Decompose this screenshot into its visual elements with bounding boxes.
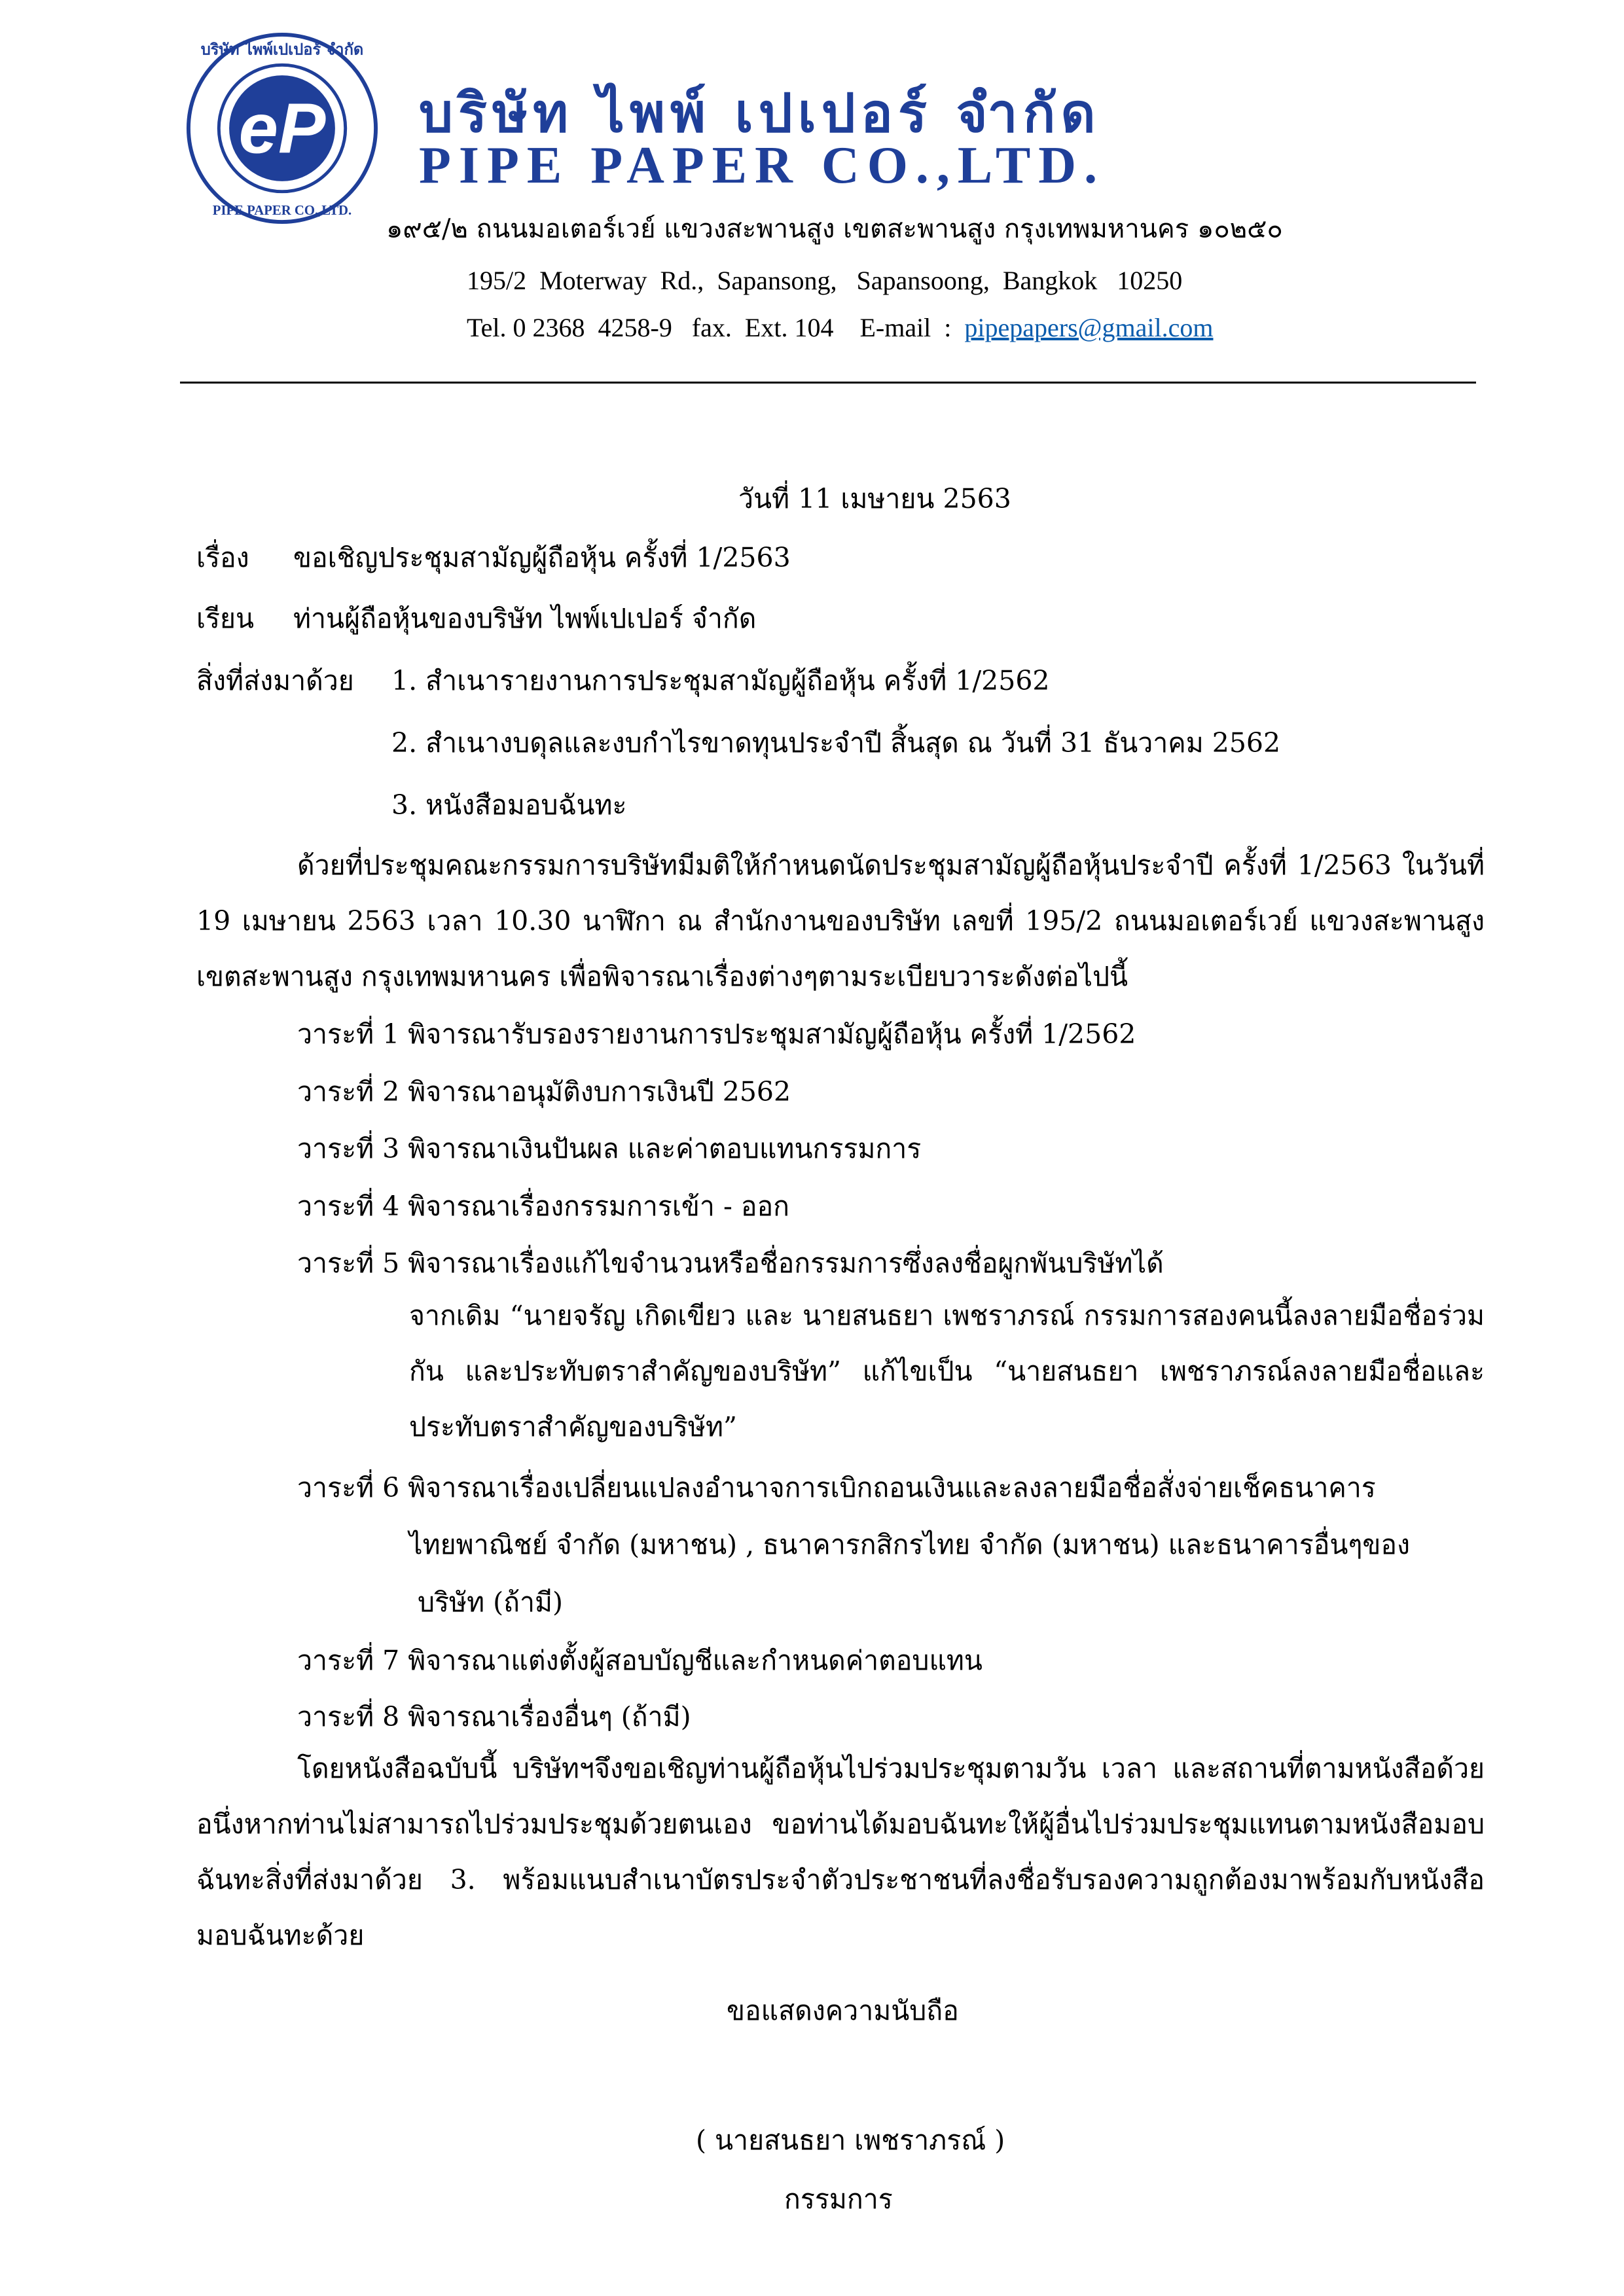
recipient-label: เรียน [196,603,255,634]
agenda6-detail-line: ไทยพาณิชย์ จำกัด (มหาชน) , ธนาคารกสิกรไทย จำกัด (มหาชน) และธนาคารอื่นๆของ [409,1529,1411,1560]
subject-label: เรื่อง [196,542,249,573]
enclosures-label: สิ่งที่ส่งมาด้วย [196,665,354,696]
agenda5-detail: จากเดิม “นายจรัญ เกิดเขียว และ นายสนธยา เพชราภรณ์ กรรมการสองคนนี้ลงลายมือชื่อร่วมกัน และประทับตราสำคัญของบริษัท” แก้ไขเป็น “นายสนธยา เพชราภรณ์ลงลายมือชื่อและประทับตราสำคัญของบริษัท” [409,1300,1485,1443]
agenda-item: วาระที่ 3 พิจารณาเงินปันผล และค่าตอบแทนกรรมการ [297,1133,922,1164]
company-name-th: บริษัท ไพพ์ เปเปอร์ จำกัด [419,82,1101,145]
agenda-item: วาระที่ 7 พิจารณาแต่งตั้งผู้สอบบัญชีและกำหนดค่าตอบแทน [297,1645,983,1676]
enclosure-item: 2. สำเนางบดุลและงบกำไรขาดทุนประจำปี สิ้นสุด ณ วันที่ 31 ธันวาคม 2562 [391,727,1281,759]
logo-ring-text-en: PIPE PAPER CO.,LTD. [212,204,352,219]
address-th: ๑๙๕/๒ ถนนมอเตอร์เวย์ แขวงสะพานสูง เขตสะพานสูง กรุงเทพมหานคร ๑๐๒๕๐ [386,214,1283,244]
contact-text: Tel. 0 2368 4258-9 fax. Ext. 104 E-mail : [467,313,965,342]
contact-line [467,312,1213,343]
email-link[interactable]: pipepapers@gmail.com [964,313,1214,342]
closing-text: โดยหนังสือฉบับนี้ บริษัทฯจึงขอเชิญท่านผู้ถือหุ้นไปร่วมประชุมตามวัน เวลา และสถานที่ตามหนังสือด้วย อนึ่งหากท่านไม่สามารถไปร่วมประชุมด้วยตนเอง ขอท่านได้มอบฉันทะให้ผู้อื่นไปร่วมประชุมแทนตามหนังสือมอบฉันทะสิ่งที่ส่งมาด้วย 3. พร้อมแนบสำเนาบัตรประจำตัวประชาชนที่ลงชื่อรับรองความถูกต้องมาพร้อมกับหนังสือมอบฉันทะด้วย [196,1753,1485,1951]
agenda-item: วาระที่ 1 พิจารณารับรองรายงานการประชุมสามัญผู้ถือหุ้น ครั้งที่ 1/2562 [297,1018,1136,1050]
company-logo [185,31,379,225]
agenda-item: วาระที่ 8 พิจารณาเรื่องอื่นๆ (ถ้ามี) [297,1701,691,1732]
company-name-en: PIPE PAPER CO.,LTD. [419,137,1106,194]
date-line: วันที่ 11 เมษายน 2563 [738,483,1011,514]
logo-monogram: eP [238,88,326,168]
intro-paragraph [196,838,1485,1005]
subject-text: ขอเชิญประชุมสามัญผู้ถือหุ้น ครั้งที่ 1/2563 [293,542,791,573]
agenda-item: วาระที่ 4 พิจารณาเรื่องกรรมการเข้า - ออก [297,1191,789,1222]
recipient-text: ท่านผู้ถือหุ้นของบริษัท ไพพ์เปเปอร์ จำกัด [293,603,757,634]
agenda6-detail-line: บริษัท (ถ้ามี) [418,1587,563,1618]
enclosure-item: 3. หนังสือมอบฉันทะ [391,789,627,821]
logo-ring-text-th: บริษัท ไพพ์เปเปอร์ จำกัด [200,40,364,59]
agenda-item: วาระที่ 2 พิจารณาอนุมัติงบการเงินปี 2562 [297,1076,791,1107]
intro-text: ด้วยที่ประชุมคณะกรรมการบริษัทมีมติให้กำหนดนัดประชุมสามัญผู้ถือหุ้นประจำปี ครั้งที่ 1/2563 ในวันที่ 19 เมษายน 2563 เวลา 10.30 นาฬิกา ณ สำนักงานของบริษัท เลขที่ 195/2 ถนนมอเตอร์เวย์ แขวงสะพานสูง เขตสะพานสูง กรุงเทพมหานคร เพื่อพิจารณาเรื่องต่างๆตามระเบียบวาระดังต่อไปนี้ [196,850,1485,992]
enclosure-item: 1. สำเนารายงานการประชุมสามัญผู้ถือหุ้น ครั้งที่ 1/2562 [391,665,1050,696]
signatory-title: กรรมการ [784,2183,893,2215]
agenda-item: วาระที่ 5 พิจารณาเรื่องแก้ไขจำนวนหรือชื่อกรรมการซึ่งลงชื่อผูกพันบริษัทได้ [297,1247,1164,1279]
agenda-item: วาระที่ 6 พิจารณาเรื่องเปลี่ยนแปลงอำนาจการเบิกถอนเงินและลงลายมือชื่อสั่งจ่ายเช็คธนาคาร [297,1472,1376,1503]
signatory-name: ( นายสนธยา เพชราภรณ์ ) [696,2125,1005,2156]
header-divider [180,382,1476,384]
address-en: 195/2 Moterway Rd., Sapansong, Sapansoong, Bangkok 10250 [467,266,1183,295]
closing-paragraph [196,1741,1485,1964]
signoff: ขอแสดงความนับถือ [727,1995,959,2026]
